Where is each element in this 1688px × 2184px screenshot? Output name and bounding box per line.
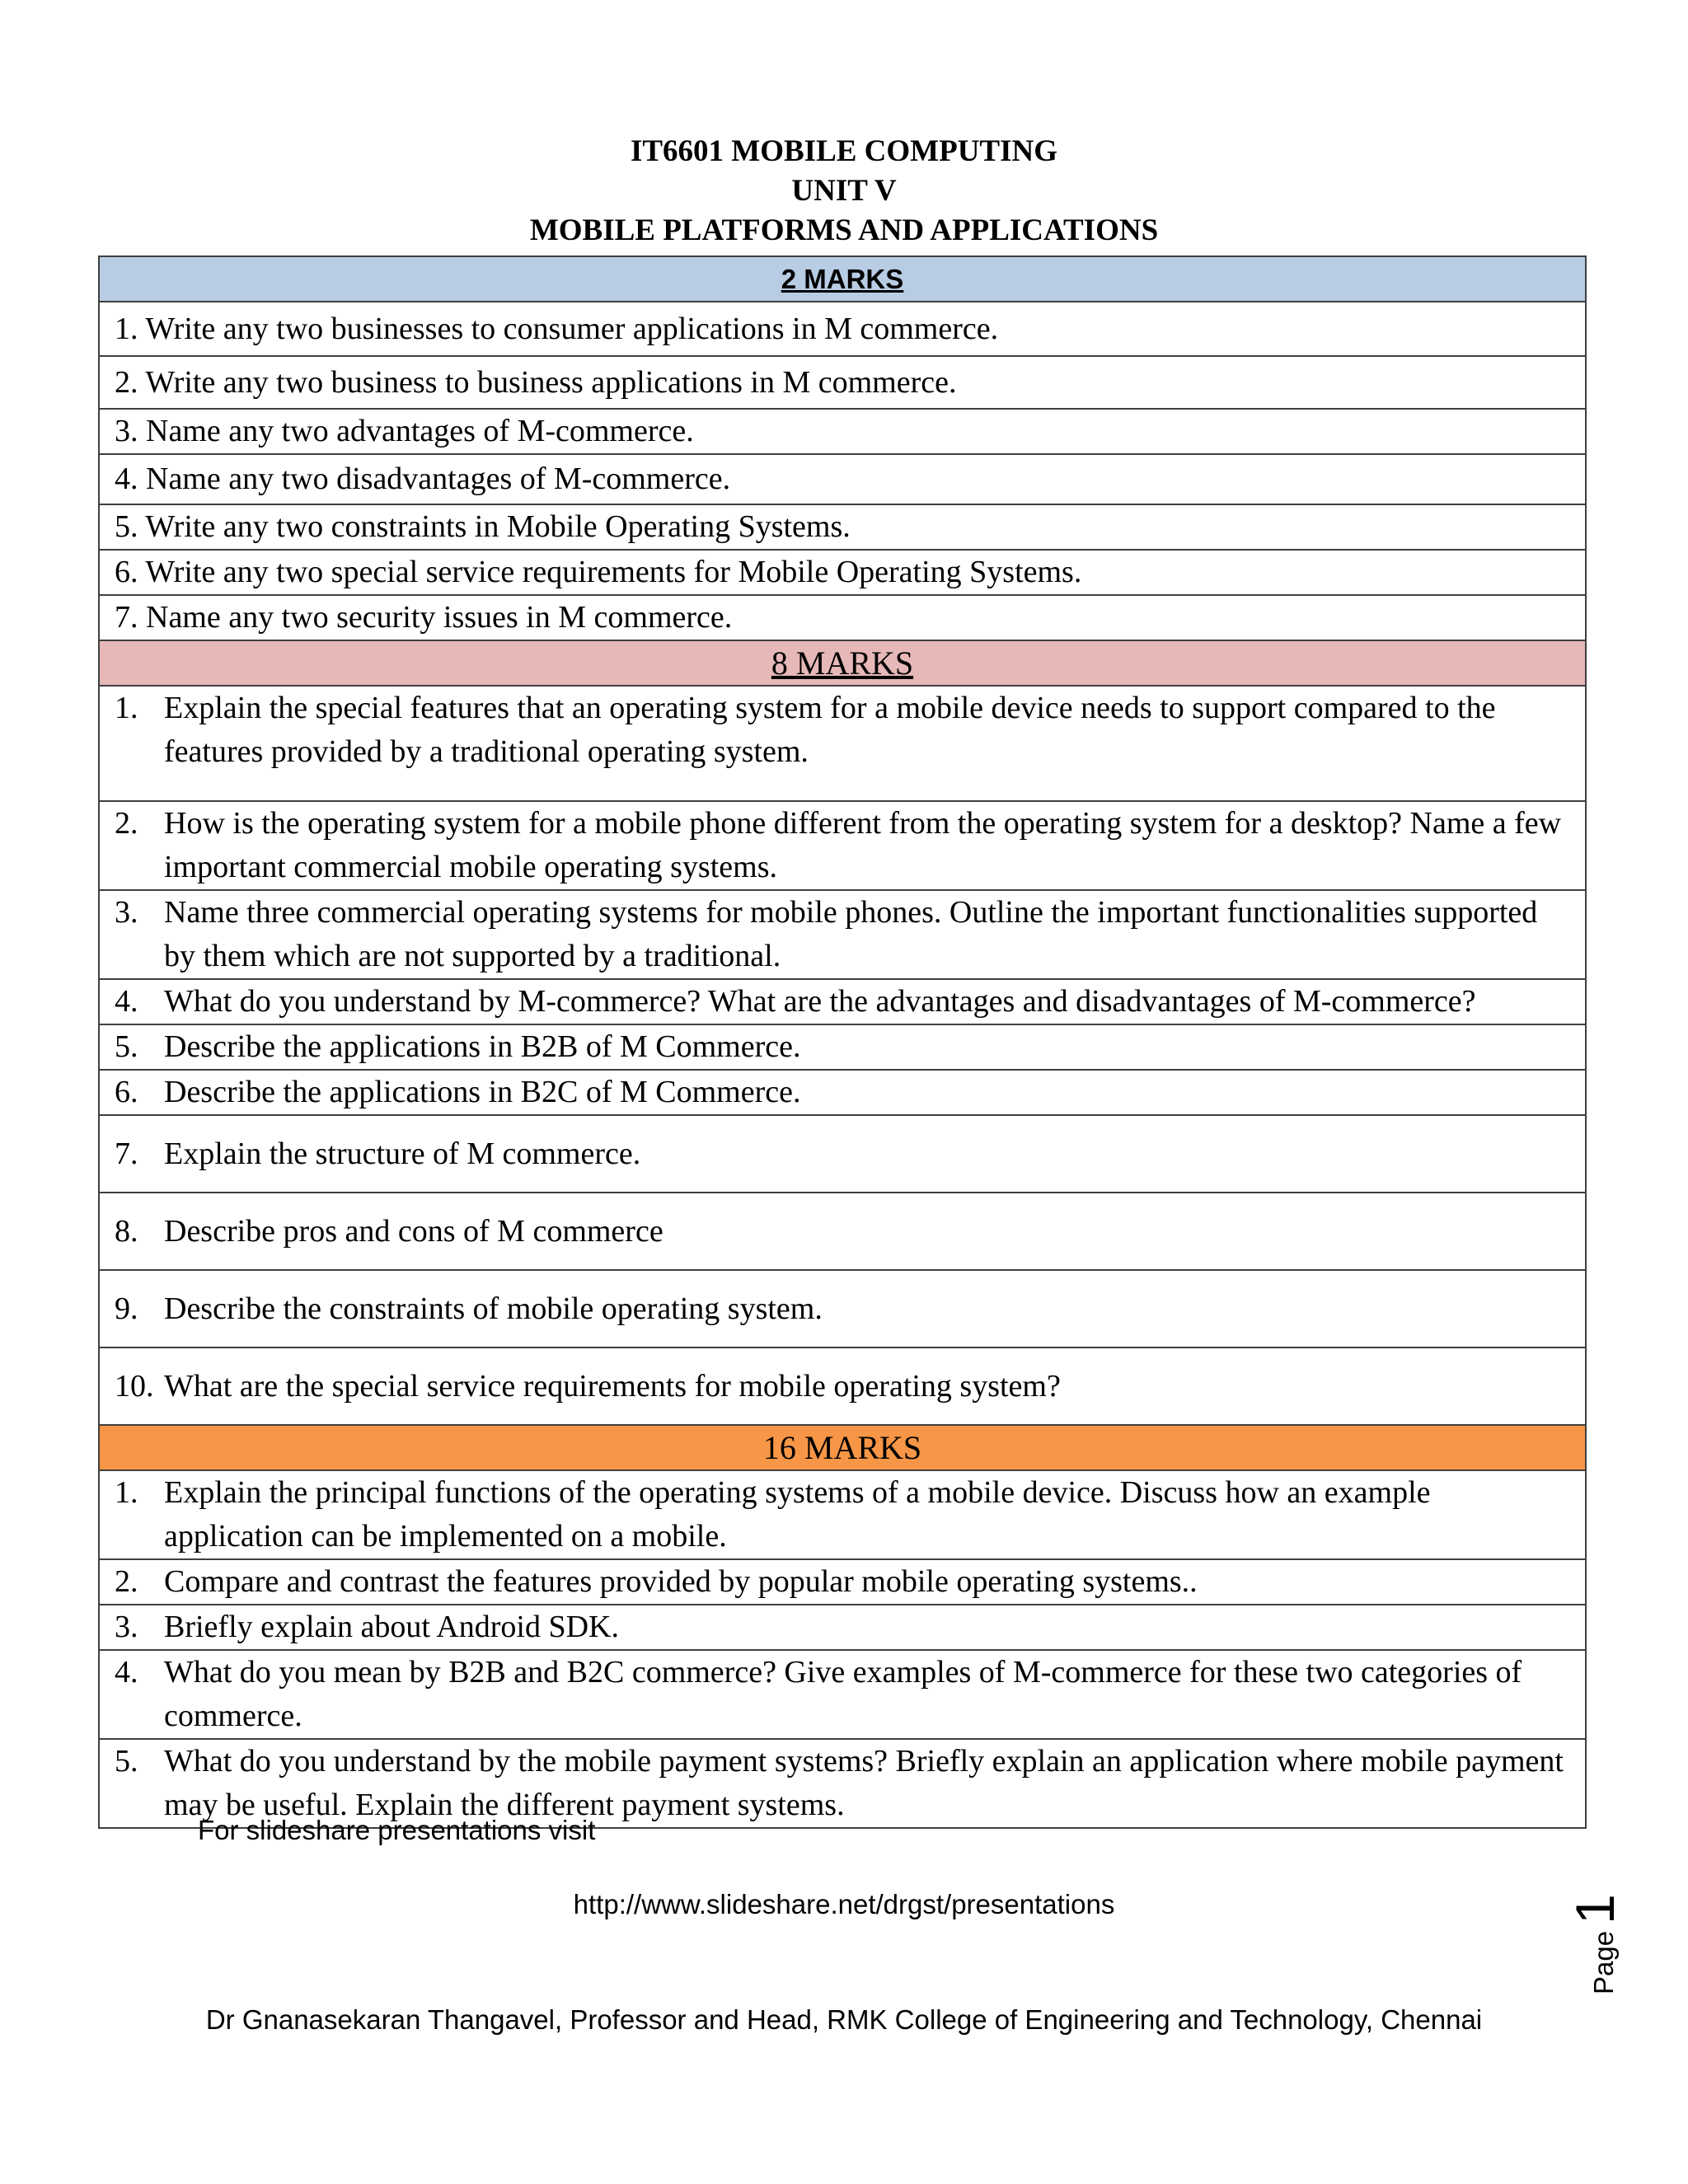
document-title <box>0 132 1688 251</box>
section-title: 8 MARKS <box>99 640 1586 686</box>
question-row <box>99 409 1586 454</box>
question-number: 10. <box>115 1368 154 1404</box>
footer-visit-text: For slideshare presentations visit <box>198 1815 596 1845</box>
question-row <box>99 1470 1586 1559</box>
unit-title: UNIT V <box>791 174 897 208</box>
question-number: 7. <box>115 1136 138 1171</box>
question-text: 6. Write any two special service requirements for Mobile Operating Systems. <box>99 550 1586 595</box>
question-text: What do you understand by M-commerce? What are the advantages and disadvantages of M-commerce? <box>164 984 1476 1019</box>
question-row <box>99 1070 1586 1115</box>
question-row <box>99 356 1586 409</box>
question-row <box>99 1270 1586 1347</box>
question-number: 2. <box>115 806 138 841</box>
question-text: Name three commercial operating systems for mobile phones. Outline the important functionalities supported by them which are not supported by a traditional. <box>164 895 1538 973</box>
section-header-8-marks <box>99 640 1586 686</box>
question-text: Describe the applications in B2B of M Commerce. <box>164 1029 801 1064</box>
question-row <box>99 1559 1586 1605</box>
question-text: Explain the principal functions of the operating systems of a mobile device. Discuss how an example application can be implemented on a mobile. <box>164 1475 1431 1554</box>
question-text: 3. Name any two advantages of M-commerce. <box>99 409 1586 454</box>
footer-author: Dr Gnanasekaran Thangavel, Professor and Head, RMK College of Engineering and Technology, Chennai <box>205 2004 1483 2035</box>
question-text: Explain the structure of M commerce. <box>164 1136 641 1171</box>
question-text: What do you understand by the mobile payment systems? Briefly explain an application where mobile payment may be useful. Explain the different payment systems. <box>164 1744 1564 1822</box>
question-row <box>99 1193 1586 1270</box>
question-number: 3. <box>115 895 138 930</box>
footer-url: http://www.slideshare.net/drgst/presentations <box>573 1889 1115 1919</box>
question-text: Compare and contrast the features provided by popular mobile operating systems.. <box>164 1564 1198 1599</box>
question-number: 2. <box>115 1564 138 1599</box>
question-row <box>99 1605 1586 1650</box>
question-text: Briefly explain about Android SDK. <box>164 1610 619 1644</box>
section-title: 16 MARKS <box>99 1425 1586 1470</box>
question-text: Explain the special features that an operating system for a mobile device needs to support compared to the features provided by a traditional operating system. <box>164 691 1496 769</box>
question-text: 5. Write any two constraints in Mobile Operating Systems. <box>99 504 1586 550</box>
question-number: 3. <box>115 1610 138 1644</box>
section-header-16-marks <box>99 1425 1586 1470</box>
question-number: 5. <box>115 1029 138 1064</box>
question-text: What do you mean by B2B and B2C commerce? Give examples of M-commerce for these two categories of commerce. <box>164 1655 1522 1733</box>
page-number-marker <box>1564 1830 1625 1994</box>
question-number: 9. <box>115 1291 138 1326</box>
course-title: IT6601 MOBILE COMPUTING <box>630 134 1058 168</box>
question-table <box>98 255 1587 1829</box>
question-text: Describe the applications in B2C of M Commerce. <box>164 1075 801 1109</box>
question-number: 8. <box>115 1213 138 1249</box>
question-row <box>99 890 1586 979</box>
question-row <box>99 1347 1586 1425</box>
question-text: 7. Name any two security issues in M commerce. <box>99 595 1586 640</box>
question-number: 4. <box>115 1655 138 1690</box>
unit-subject: MOBILE PLATFORMS AND APPLICATIONS <box>529 213 1159 247</box>
question-row <box>99 1115 1586 1193</box>
question-number: 6. <box>115 1075 138 1109</box>
question-text: Describe pros and cons of M commerce <box>164 1213 663 1249</box>
question-text: How is the operating system for a mobile phone different from the operating system for a desktop? Name a few important commercial mobile operating systems. <box>164 806 1562 884</box>
question-text: What are the special service requirements for mobile operating system? <box>164 1368 1061 1404</box>
question-number: 1. <box>115 691 138 725</box>
question-row <box>99 504 1586 550</box>
question-row <box>99 595 1586 640</box>
question-number: 5. <box>115 1744 138 1779</box>
question-number: 1. <box>115 1475 138 1510</box>
question-row <box>99 302 1586 356</box>
question-text: Describe the constraints of mobile operating system. <box>164 1291 823 1326</box>
question-text: 1. Write any two businesses to consumer applications in M commerce. <box>99 302 1586 356</box>
question-text: 2. Write any two business to business applications in M commerce. <box>99 356 1586 409</box>
question-number: 4. <box>115 984 138 1019</box>
question-row <box>99 454 1586 504</box>
question-row <box>99 801 1586 890</box>
section-title: 2 MARKS <box>99 256 1586 302</box>
question-row <box>99 1650 1586 1739</box>
question-row <box>99 1024 1586 1070</box>
question-text: 4. Name any two disadvantages of M-commerce. <box>99 454 1586 504</box>
page-label: Page <box>1588 1930 1619 1994</box>
section-header-2-marks <box>99 256 1586 302</box>
question-row <box>99 686 1586 801</box>
page-number: 1 <box>1564 1894 1625 1924</box>
question-row <box>99 550 1586 595</box>
question-row <box>99 979 1586 1024</box>
